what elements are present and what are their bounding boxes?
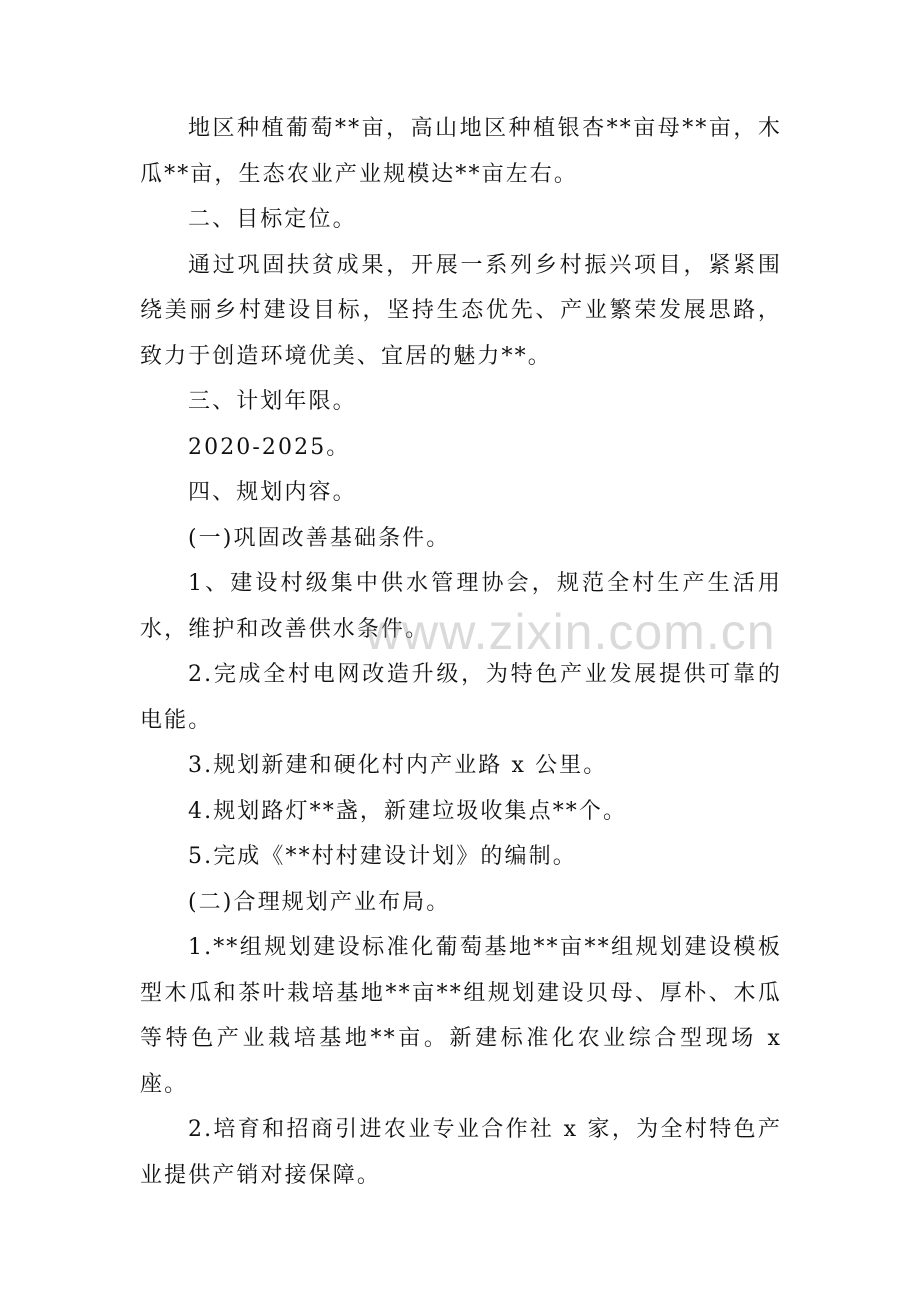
list-item-cooperatives: 2.培育和招商引进农业专业合作社 x 家，为全村特色产业提供产销对接保障。 (140, 1117, 782, 1188)
paragraph-goal: 通过巩固扶贫成果，开展一系列乡村振兴项目，紧紧围绕美丽乡村建设目标，坚持生态优先、产业繁荣发展思路，致力于创造环境优美、宜居的魅力**。 (140, 252, 782, 369)
paragraph-plan-period: 2020-2025。 (188, 434, 351, 460)
watermark-text: www.zixin.com.cn (365, 604, 776, 660)
list-item-planting-bases: 1.**组规划建设标准化葡萄基地**亩**组规划建设模板型木瓜和茶叶栽培基地**亩**组规划建设贝母、厚朴、木瓜等特色产业栽培基地**亩。新建标准化农业综合型现场 x 座。 (140, 935, 782, 1097)
document-body (140, 106, 782, 1198)
subheading-industry-layout: (二)合理规划产业布局。 (188, 889, 451, 915)
list-item-water-supply: 1、建设村级集中供水管理协会，规范全村生产生活用水，维护和改善供水条件。 (140, 571, 782, 642)
list-item-village-plan: 5.完成《**村村建设计划》的编制。 (188, 844, 577, 869)
list-item-roads: 3.规划新建和硬化村内产业路 x 公里。 (188, 753, 608, 778)
list-item-power-grid: 2.完成全村电网改造升级，为特色产业发展提供可靠的电能。 (140, 662, 782, 733)
heading-plan-content: 四、规划内容。 (188, 480, 357, 505)
heading-goal-positioning: 二、目标定位。 (188, 207, 357, 232)
subheading-infrastructure: (一)巩固改善基础条件。 (188, 525, 451, 551)
heading-plan-period: 三、计划年限。 (188, 389, 357, 414)
paragraph-intro-continued: 地区种植葡萄**亩，高山地区种植银杏**亩母**亩，木瓜**亩，生态农业产业规模达**亩左右。 (140, 116, 782, 187)
list-item-street-lights: 4.规划路灯**盏，新建垃圾收集点**个。 (188, 798, 628, 824)
